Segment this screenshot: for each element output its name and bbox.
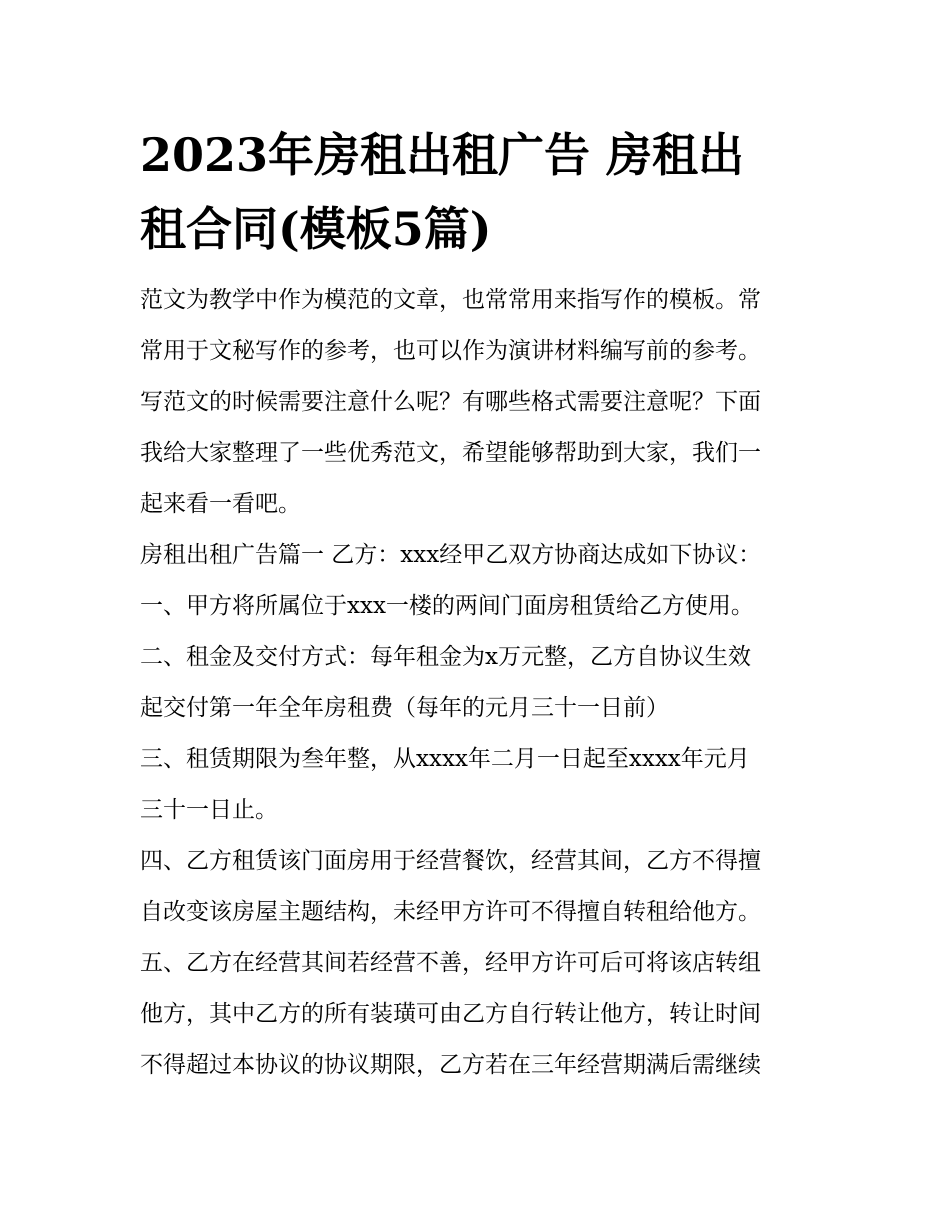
paragraph-line: 四、乙方租赁该门面房用于经营餐饮，经营其间，乙方不得擅 bbox=[140, 848, 761, 874]
paragraph-line: 三十一日止。 bbox=[140, 797, 278, 823]
paragraph-line: 常用于文秘写作的参考，也可以作为演讲材料编写前的参考。 bbox=[140, 338, 761, 364]
title-line: 租合同(模板5篇) bbox=[140, 202, 492, 256]
paragraph-line: 起交付第一年全年房租费（每年的元月三十一日前） bbox=[140, 695, 669, 721]
paragraph-line: 自改变该房屋主题结构，未经甲方许可不得擅自转租给他方。 bbox=[140, 899, 761, 925]
paragraph-line: 房租出租广告篇一 乙方：xxx经甲乙双方协商达成如下协议： bbox=[140, 542, 762, 568]
paragraph-line: 范文为教学中作为模范的文章，也常常用来指写作的模板。常 bbox=[140, 287, 761, 313]
paragraph-line: 写范文的时候需要注意什么呢？有哪些格式需要注意呢？下面 bbox=[140, 389, 761, 415]
paragraph-line: 我给大家整理了一些优秀范文，希望能够帮助到大家，我们一 bbox=[140, 440, 761, 466]
paragraph-line: 不得超过本协议的协议期限，乙方若在三年经营期满后需继续 bbox=[140, 1052, 761, 1078]
paragraph-line: 他方，其中乙方的所有装璜可由乙方自行转让他方，转让时间 bbox=[140, 1001, 761, 1027]
paragraph-line: 二、租金及交付方式：每年租金为x万元整，乙方自协议生效 bbox=[140, 644, 751, 670]
page-title bbox=[140, 118, 820, 266]
title-line: 2023年房租出租广告 房租出 bbox=[140, 128, 745, 182]
paragraph-line: 三、租赁期限为叁年整，从xxxx年二月一日起至xxxx年元月 bbox=[140, 746, 750, 772]
paragraph-line: 五、乙方在经营其间若经营不善，经甲方许可后可将该店转组 bbox=[140, 950, 761, 976]
paragraph-line: 一、甲方将所属位于xxx一楼的两间门面房租赁给乙方使用。 bbox=[140, 593, 754, 619]
paragraph-line: 起来看一看吧。 bbox=[140, 491, 301, 517]
